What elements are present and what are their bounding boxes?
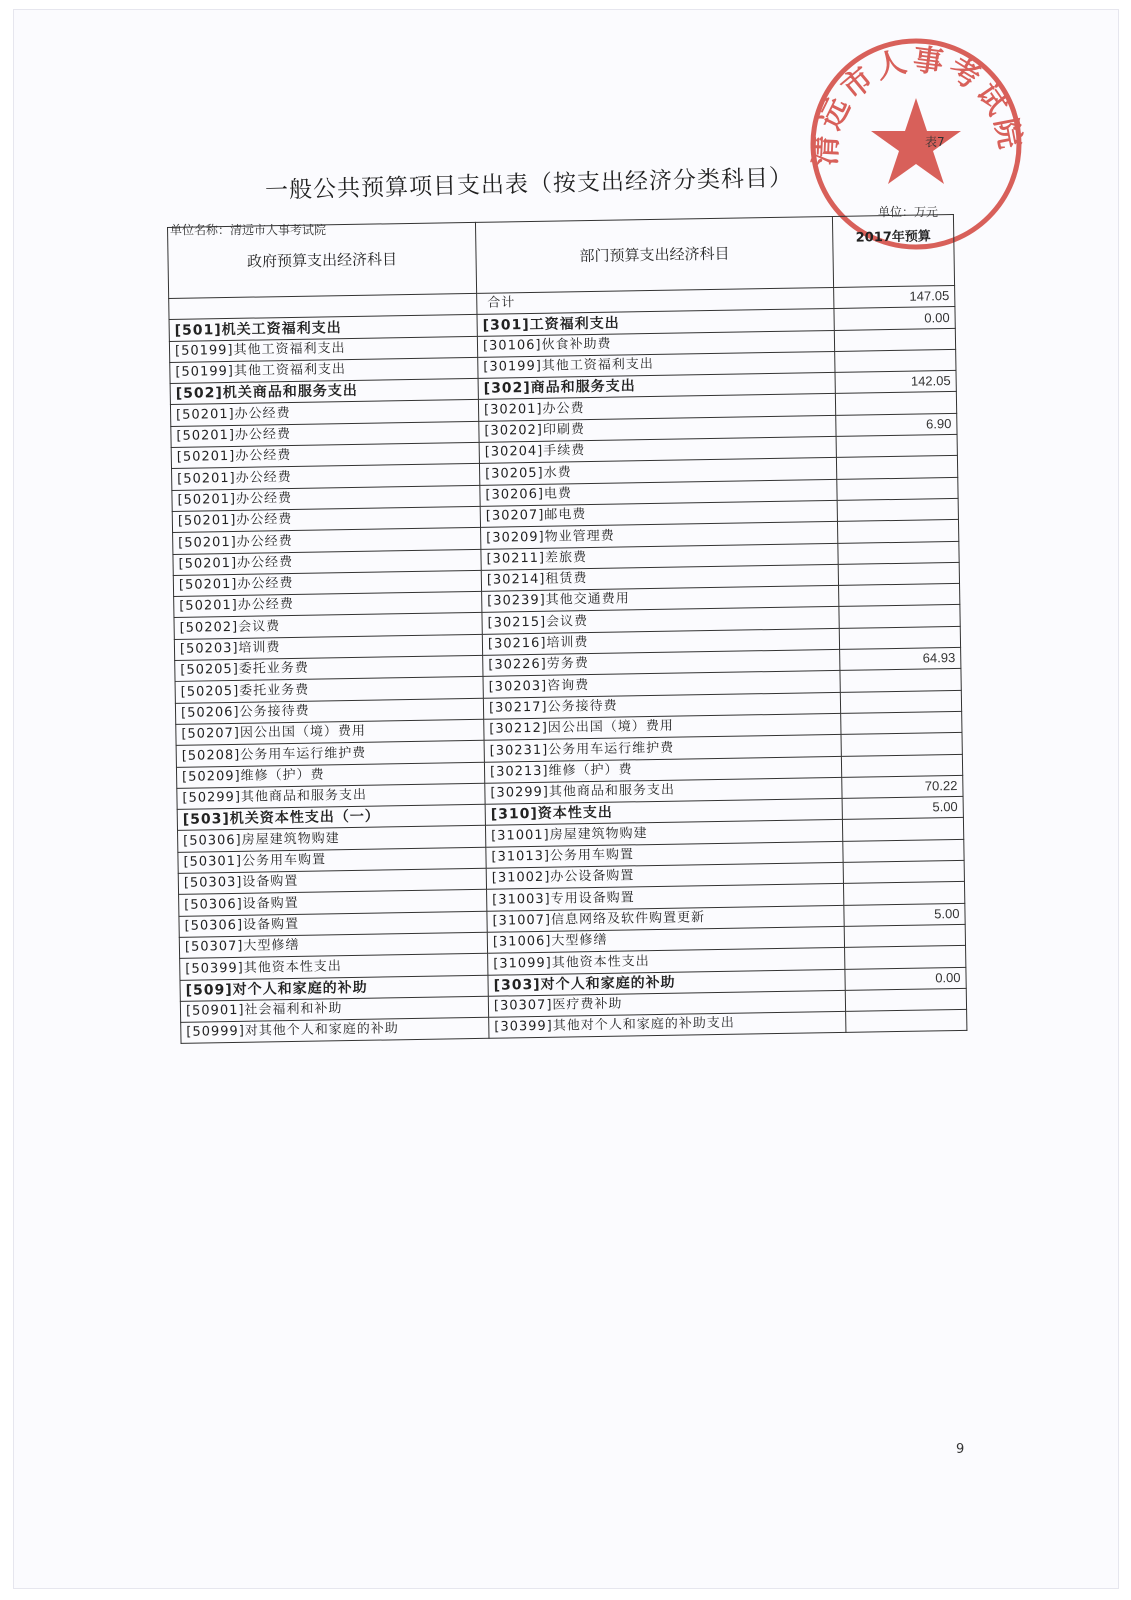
- header-gov-subject: 政府预算支出经济科目: [168, 222, 477, 298]
- gov-subject-cell: [50201]办公经费: [171, 442, 479, 468]
- gov-subject-cell: [50306]设备购置: [179, 911, 487, 937]
- budget-value-cell: [839, 605, 960, 628]
- gov-subject-cell: [50199]其他工资福利支出: [169, 336, 477, 362]
- budget-value-cell: 142.05: [835, 371, 956, 394]
- gov-subject-cell: [50205]委托业务费: [175, 655, 483, 681]
- dept-subject-cell: [30216]培训费: [482, 628, 839, 655]
- page-title: 一般公共预算项目支出表（按支出经济分类科目）: [264, 165, 794, 204]
- dept-subject-cell: [30399]其他对个人和家庭的补助支出: [489, 1011, 846, 1038]
- budget-value-cell: [837, 477, 958, 500]
- dept-subject-cell: [30202]印刷费: [479, 415, 836, 442]
- gov-subject-cell: [50303]设备购置: [178, 868, 486, 894]
- gov-subject-cell: [50209]维修（护）费: [176, 762, 484, 788]
- dept-subject-cell: [30214]租赁费: [481, 564, 838, 591]
- dept-subject-cell: [30199]其他工资福利支出: [478, 351, 835, 378]
- budget-table: [167, 214, 967, 1044]
- budget-value-cell: [836, 456, 957, 479]
- budget-value-cell: [835, 392, 956, 415]
- gov-subject-cell: [50203]培训费: [174, 634, 482, 660]
- dept-subject-cell: [30212]因公出国（境）费用: [484, 713, 841, 740]
- gov-subject-cell: [502]机关商品和服务支出: [170, 379, 478, 405]
- gov-subject-cell: [50901]社会福利和补助: [180, 996, 488, 1022]
- dept-subject-cell: [303]对个人和家庭的补助: [488, 969, 845, 996]
- budget-value-cell: [841, 733, 962, 756]
- gov-subject-cell: [50299]其他商品和服务支出: [177, 783, 485, 809]
- dept-subject-cell: [30203]咨询费: [483, 671, 840, 698]
- budget-value-cell: [842, 818, 963, 841]
- budget-value-cell: 70.22: [842, 775, 963, 798]
- budget-value-cell: [838, 562, 959, 585]
- dept-subject-cell: [30231]公务用车运行维护费: [484, 735, 841, 762]
- gov-subject-cell: [50199]其他工资福利支出: [170, 357, 478, 383]
- dept-subject-cell: [30217]公务接待费: [483, 692, 840, 719]
- dept-subject-cell: [30299]其他商品和服务支出: [485, 777, 842, 804]
- gov-subject-cell: [50999]对其他个人和家庭的补助: [181, 1017, 489, 1043]
- budget-value-cell: [840, 690, 961, 713]
- dept-subject-cell: [31007]信息网络及软件购置更新: [487, 905, 844, 932]
- dept-subject-cell: [30206]电费: [480, 479, 837, 506]
- budget-value-cell: [845, 988, 966, 1011]
- gov-subject-cell: [50201]办公经费: [173, 570, 481, 596]
- budget-value-cell: 5.00: [842, 797, 963, 820]
- dept-subject-cell: [310]资本性支出: [485, 799, 842, 826]
- gov-subject-cell: [509]对个人和家庭的补助: [180, 975, 488, 1001]
- dept-subject-cell: [31002]办公设备购置: [486, 862, 843, 889]
- gov-subject-cell: [50201]办公经费: [172, 464, 480, 490]
- budget-value-cell: [837, 520, 958, 543]
- budget-value-cell: [841, 754, 962, 777]
- budget-value-cell: 5.00: [844, 903, 965, 926]
- budget-value-cell: 0.00: [834, 307, 955, 330]
- budget-value-cell: 6.90: [836, 413, 957, 436]
- budget-value-cell: [840, 669, 961, 692]
- dept-subject-cell: [30204]手续费: [479, 437, 836, 464]
- budget-value-cell: [839, 584, 960, 607]
- budget-value-cell: [837, 498, 958, 521]
- gov-subject-cell: [50201]办公经费: [173, 528, 481, 554]
- gov-subject-cell: [50208]公务用车运行维护费: [176, 741, 484, 767]
- dept-subject-cell: [30215]会议费: [482, 607, 839, 634]
- seal-text: 清远市人事考试院: [808, 42, 1029, 167]
- gov-subject-cell: [50201]办公经费: [172, 506, 480, 532]
- gov-subject-cell: [50306]房屋建筑物购建: [178, 826, 486, 852]
- dept-subject-cell: [30307]医疗费补助: [488, 990, 845, 1017]
- budget-value-cell: 0.00: [845, 967, 966, 990]
- dept-subject-cell: [31013]公务用车购置: [486, 841, 843, 868]
- gov-subject-cell: [501]机关工资福利支出: [169, 315, 477, 341]
- dept-subject-cell: [31006]大型修缮: [487, 926, 844, 953]
- gov-subject-cell: [50206]公务接待费: [175, 698, 483, 724]
- gov-subject-cell: [50207]因公出国（境）费用: [176, 719, 484, 745]
- budget-value-cell: [846, 1009, 967, 1032]
- gov-subject-cell: [50205]委托业务费: [175, 677, 483, 703]
- dept-subject-cell: [301]工资福利支出: [477, 309, 834, 336]
- header-dept-subject: 部门预算支出经济科目: [475, 216, 833, 293]
- gov-subject-cell: [503]机关资本性支出（一）: [177, 804, 485, 830]
- budget-value-cell: [835, 349, 956, 372]
- unit-name: 单位名称：清远市人事考试院: [170, 223, 327, 237]
- budget-value-cell: [834, 328, 955, 351]
- dept-subject-cell: [30213]维修（护）费: [484, 756, 841, 783]
- gov-subject-cell: [50306]设备购置: [179, 890, 487, 916]
- dept-subject-cell: [30205]水费: [479, 458, 836, 485]
- dept-subject-cell: [30201]办公费: [478, 394, 835, 421]
- budget-value-cell: [843, 839, 964, 862]
- gov-subject-cell: [50307]大型修缮: [179, 932, 487, 958]
- gov-subject-cell: [50201]办公经费: [172, 485, 480, 511]
- gov-subject-cell: [50399]其他资本性支出: [180, 953, 488, 979]
- dept-subject-cell: [302]商品和服务支出: [478, 373, 835, 400]
- gov-subject-cell: [50202]会议费: [174, 613, 482, 639]
- gov-subject-cell: [50201]办公经费: [174, 591, 482, 617]
- budget-value-cell: [844, 924, 965, 947]
- dept-subject-cell: [30106]伙食补助费: [477, 330, 834, 357]
- budget-value-cell: [838, 541, 959, 564]
- dept-subject-cell: [30209]物业管理费: [481, 522, 838, 549]
- dept-subject-cell: [31099]其他资本性支出: [488, 948, 845, 975]
- gov-subject-cell: [50201]办公经费: [173, 549, 481, 575]
- header-budget-2017: 2017年预算: [832, 214, 954, 287]
- dept-subject-cell: 合计: [477, 287, 834, 314]
- unit-of-measure: 单位：万元: [878, 205, 939, 219]
- budget-value-cell: [839, 626, 960, 649]
- table-body: [169, 285, 967, 1043]
- budget-value-cell: [845, 946, 966, 969]
- budget-value-cell: 64.93: [840, 647, 961, 670]
- table-header-row: [168, 214, 955, 298]
- budget-value-cell: [843, 860, 964, 883]
- gov-subject-cell: [50201]办公经费: [170, 400, 478, 426]
- dept-subject-cell: [30226]劳务费: [483, 649, 840, 676]
- page-number: 9: [956, 1442, 965, 1457]
- budget-value-cell: 147.05: [834, 285, 955, 308]
- gov-subject-cell: [50301]公务用车购置: [178, 847, 486, 873]
- budget-value-cell: [841, 711, 962, 734]
- budget-value-cell: [836, 435, 957, 458]
- table-label: 表7: [925, 135, 945, 149]
- dept-subject-cell: [30207]邮电费: [480, 500, 837, 527]
- dept-subject-cell: [31003]专用设备购置: [487, 884, 844, 911]
- dept-subject-cell: [30239]其他交通费用: [482, 586, 839, 613]
- budget-value-cell: [843, 882, 964, 905]
- dept-subject-cell: [31001]房屋建筑物购建: [485, 820, 842, 847]
- gov-subject-cell: [50201]办公经费: [171, 421, 479, 447]
- dept-subject-cell: [30211]差旅费: [481, 543, 838, 570]
- budget-table-container: [167, 214, 966, 1044]
